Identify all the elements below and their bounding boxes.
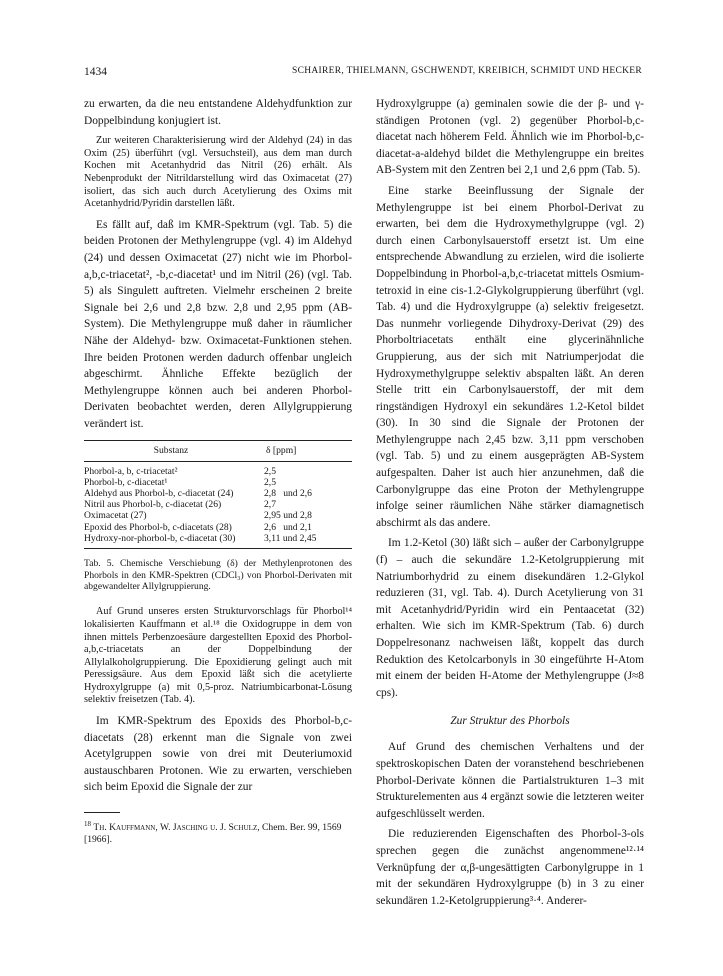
left-column xyxy=(84,96,352,845)
cell-substance: Nitril aus Phorbol-b, c-diacetat (26) xyxy=(84,499,222,511)
footnote-number: 18 xyxy=(84,820,91,829)
column-header-shift: δ [ppm] xyxy=(258,441,352,461)
cell-substance: Hydroxy-nor-phorbol-b, c-diacetat (30) xyxy=(84,533,258,549)
table-row xyxy=(84,488,352,499)
paragraph: Auf Grund des chemischen Verhaltens und der spektroskopischen Daten der voranstehend beschriebenen Phorbol-Derivate können die Partialstrukturen 1–3 mit Strukturelementen aus 4 ergänzt sowie die letzteren weiter aufgeschlüsselt werden. xyxy=(376,741,644,820)
cell-shift: 2,5 xyxy=(264,465,276,477)
cell-substance: Phorbol-b, c-diacetat¹ xyxy=(84,476,168,488)
table-row xyxy=(84,522,352,533)
table-5 xyxy=(84,440,352,592)
cell-shift: 2,8 und 2,6 xyxy=(264,488,312,500)
right-column xyxy=(376,96,644,909)
paragraph: Zur weiteren Charakterisierung wird der Aldehyd (24) in das Oxim (25) überführt (vgl. Versuchsteil), aus dem man durch Kochen mit Acetanhydrid das Nitril (26) erhält. Als Nebenprodukt der Nitrildarstellung wird das Oximacetat (27) isoliert, das sich auch durch Acetylierung des Oxims mit Acetanhydrid/Pyridin darstellen läßt. xyxy=(84,135,352,210)
table-row xyxy=(84,499,352,510)
paragraph: Es fällt auf, daß im KMR-Spektrum (vgl. Tab. 5) die beiden Protonen der Methylengruppe (vgl. 4) im Aldehyd (24) und dessen Oximacetat (27) nicht wie im Phorbol-a,b,c-triacetat², -b,c-diacetat¹ und im Nitril (26) (vgl. Tab. 5) als Singulett auftreten. Vielmehr erscheinen 2 breite Signale bei 2,6 und 2,8 bzw. 2,8 und 2,95 ppm (AB-System). Die Methylengruppe muß daher in räumlicher Nähe der Aldehyd- bzw. Oximacetat-Funktionen stehen. Ihre beiden Protonen werden dadurch offenbar ungleich abgeschirmt. Ähnliche Effekte bezüglich der Methylengruppe können auch bei anderen Phorbol-Derivaten beobachtet werden, deren Allylgruppierung verändert ist. xyxy=(84,218,352,430)
shift-table xyxy=(84,440,352,549)
table-row xyxy=(84,461,352,477)
section-title: Zur Struktur des Phorbols xyxy=(450,715,570,728)
running-head: SCHAIRER, THIELMANN, GSCHWENDT, KREIBICH, SCHMIDT UND HECKER xyxy=(292,66,642,76)
cell-shift: 2,95 und 2,8 xyxy=(264,510,312,522)
cell-substance: Phorbol-a, b, c-triacetat² xyxy=(84,465,178,477)
paragraph: Auf Grund unseres ersten Strukturvorschlags für Phorbol¹⁴ lokalisierten Kauffmann et al.¹⁸ die Oxidogruppe in dem von ihnen mittels Perbenzoesäure dargestellten Epoxid des Phorbol-a,b,c-triacetats an der Doppelbindung der Allylalkoholgruppierung. Die Epoxidierung gelingt auch mit Peressigsäure. Aus dem Epoxid läßt sich die acetylierte Hydroxylgruppe (a) mit 0,5-proz. Natriumbicarbonat-Lösung selektiv freisetzen (Tab. 4). xyxy=(84,606,352,706)
page-header xyxy=(84,66,642,82)
table-row xyxy=(84,533,352,549)
paragraph: Hydroxylgruppe (a) geminalen sowie die der β- und γ-ständigen Protonen (vgl. 2) gegenüber Phorbol-b,c-diacetat nach höherem Feld. Ähnlich wie im Phorbol-b,c-diacetat-a-aldehyd bildet die Methylengruppe ein breites AB-System mit den Zentren bei 2,1 und 2,6 ppm (Tab. 5). xyxy=(376,98,644,177)
paragraph: Im KMR-Spektrum des Epoxids des Phorbol-b,c-diacetats (28) erkennt man die Signale von zwei Acetylgruppen sowie von drei mit Deuteriumoxid austauschbaren Protonen. Wie zu erwarten, verschieben sich beim Epoxid die Signale der zur xyxy=(84,715,352,794)
paragraph: Die reduzierenden Eigenschaften des Phorbol-3-ols sprechen gegen die zunächst angenommene¹²·¹⁴ Verknüpfung der α,β-ungesättigten Carbonylgruppe in 1 mit der sekundären Hydroxylgruppe (b) in 3 zu einer sekundären 1.2-Ketolgruppierung³·⁴. Anderer- xyxy=(376,828,644,907)
cell-substance: Aldehyd aus Phorbol-b, c-diacetat (24) xyxy=(84,488,234,500)
table-row xyxy=(84,477,352,488)
cell-shift: 2,6 und 2,1 xyxy=(264,521,312,533)
cell-shift: 2,5 xyxy=(264,476,276,488)
footnote-authors: Th. Kauffmann, W. Jasching u. J. Schulz, xyxy=(93,822,260,834)
footnote-rule xyxy=(84,812,120,813)
cell-shift: 2,7 xyxy=(264,499,276,511)
table-header-row xyxy=(84,441,352,461)
paragraph: zu erwarten, da die neu entstandene Aldehydfunktion zur Doppelbindung konjugiert ist. xyxy=(84,98,352,127)
page-number: 1434 xyxy=(84,66,107,78)
column-header-substance: Substanz xyxy=(84,441,258,461)
paragraph: Im 1.2-Ketol (30) läßt sich – außer der Carbonylgruppe (f) – auch die sekundäre 1.2-Ketolgruppierung mit Natriumborhydrid zu einem disekundären 1.2-Glykol reduzieren (31, vgl. Tab. 4). Durch Acetylierung von 31 mit Acetanhydrid/Pyridin wird ein Pentaacetat (32) erhalten. Wie sich im KMR-Spektrum (Tab. 6) durch Doppelresonanz nachweisen läßt, koppelt das durch Reduktion des Ketolcarbonyls in 30 eingeführte H-Atom mit einem der beiden H-Atome der Methylengruppe (J≈8 cps). xyxy=(376,537,644,699)
footnote-citation: Chem. Ber. 99, 1569 [1966]. xyxy=(84,822,342,845)
cell-shift: 3,11 und 2,45 xyxy=(258,533,352,549)
cell-substance: Epoxid des Phorbol-b, c-diacetats (28) xyxy=(84,521,232,533)
cell-substance: Oximacetat (27) xyxy=(84,510,147,522)
table-caption: Tab. 5. Chemische Verschiebung (δ) der Methylenprotonen des Phorbols in den KMR-Spektren (CDCl₃) von Phorbol-Derivaten mit abgewandelter Allylgruppierung. xyxy=(84,558,352,592)
footnote xyxy=(84,819,352,845)
paragraph: Eine starke Beeinflussung der Signale der Methylengruppe ist bei einem Phorbol-Derivat zu erwarten, bei dem die Hydroxymethylgruppe (vgl. 2) durch einen Carbonylsauerstoff ersetzt ist. Um eine entsprechende Abwandlung zu erzielen, wird die isolierte Doppelbindung in Phorbol-a,b,c-triacetat mittels Osmium-tetroxid in eine cis-1.2-Glykolgruppierung überführt (vgl. Tab. 4) und die Hydroxylgruppe (a) selektiv freigesetzt. Das nunmehr vorliegende Dihydroxy-Derivat (29) des Phorboltriacetats enthält eine glycerinähnliche Gruppierung, aus der sich mit Natriumperjodat die Hydroxymethylgruppe selektiv abspalten läßt. An deren Stelle tritt ein Carbonylsauerstoff, der mit dem ringständigen Hydroxyl ein sekundäres 1.2-Ketol bildet (30). In 30 sind die Signale der Protonen der Methylengruppe nach 2,45 bzw. 3,11 ppm verschoben (vgl. Tab. 5) und zu einem ausgeprägten AB-System aufgespalten. Daher ist auch hier anzunehmen, daß die Carbonylgruppe das eine Proton der Methylengruppe infolge seiner räumlichen Nähe stärker diamagnetisch abschirmt als das andere. xyxy=(376,184,644,529)
table-row xyxy=(84,510,352,521)
